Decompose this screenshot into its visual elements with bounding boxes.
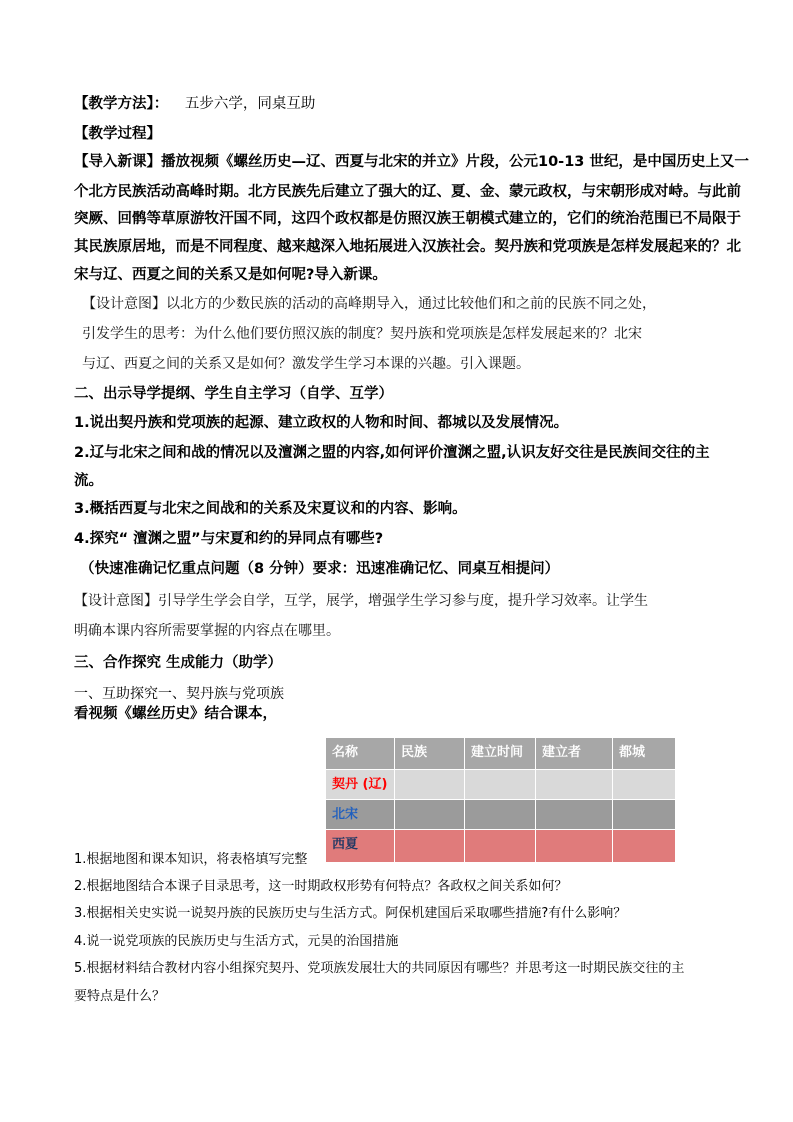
design-intent-line: 与辽、西夏之间的关系又是如何？激发学生学习本课的兴趣。引入课题。 bbox=[82, 356, 530, 372]
table-cell bbox=[536, 800, 613, 830]
section-2-item: 2.辽与北宋之间和战的情况以及澶渊之盟的内容,如何评价澶渊之盟,认识友好交往是民族间交往的主 bbox=[74, 445, 710, 461]
intro-line: 【导入新课】播放视频《螺丝历史—辽、西夏与北宋的并立》片段，公元10-13 世纪，是中国历史上又一 bbox=[74, 154, 749, 170]
design-intent-line: 引发学生的思考：为什么他们要仿照汉族的制度？契丹族和党项族是怎样发展起来的？北宋 bbox=[82, 326, 642, 342]
intro-line: 宋与辽、西夏之间的关系又是如何呢?导入新课。 bbox=[74, 267, 387, 283]
regime-table bbox=[325, 737, 676, 863]
section-2-item: 4.探究“ 澶渊之盟”与宋夏和约的异同点有哪些? bbox=[74, 531, 384, 547]
table-cell bbox=[536, 770, 613, 800]
section-2-title: 二、出示导学提纲、学生自主学习（自学、互学） bbox=[74, 386, 393, 402]
video-instruction: 看视频《螺丝历史》结合课本， bbox=[74, 706, 277, 722]
table-cell bbox=[465, 800, 536, 830]
teaching-method-value: 五步六学，同桌互助 bbox=[184, 96, 316, 112]
section-3-subtitle: 一、互助探究一、契丹族与党项族 bbox=[74, 686, 284, 702]
table-cell bbox=[395, 770, 465, 800]
question-item: 要特点是什么？ bbox=[74, 989, 166, 1004]
section-2-item: 1.说出契丹族和党项族的起源、建立政权的人物和时间、都城以及发展情况。 bbox=[74, 415, 569, 431]
teaching-method-line bbox=[74, 97, 315, 112]
teaching-method-label: 【教学方法】 bbox=[74, 96, 154, 112]
table-cell bbox=[465, 830, 536, 863]
table-cell bbox=[613, 830, 676, 863]
table-cell bbox=[613, 770, 676, 800]
table-header-cell: 建立者 bbox=[536, 738, 613, 770]
table-header-cell: 建立时间 bbox=[465, 738, 536, 770]
table-row-name: 北宋 bbox=[326, 800, 395, 830]
intro-line: 其民族原居地，而是不同程度、越来越深入地拓展进入汉族社会。契丹族和党项族是怎样发展起来的？北 bbox=[74, 239, 741, 255]
question-item: 1.根据地图和课本知识，将表格填写完整 bbox=[74, 852, 308, 867]
table-cell bbox=[395, 800, 465, 830]
section-2-note: （快速准确记忆重点问题（8 分钟）要求：迅速准确记忆、同桌互相提问） bbox=[80, 561, 560, 577]
section-2-item: 3.概括西夏与北宋之间战和的关系及宋夏议和的内容、影响。 bbox=[74, 501, 467, 517]
table-header-cell: 都城 bbox=[613, 738, 676, 770]
table-cell bbox=[465, 770, 536, 800]
table-row bbox=[326, 830, 676, 863]
teaching-process-title: 【教学过程】 bbox=[74, 126, 161, 142]
table-header-row bbox=[326, 738, 676, 770]
table-cell bbox=[536, 830, 613, 863]
table-cell bbox=[395, 830, 465, 863]
design-intent-line: 【设计意图】引导学生学会自学，互学，展学，增强学生学习参与度，提升学习效率。让学生 bbox=[74, 593, 648, 609]
table-header-cell: 民族 bbox=[395, 738, 465, 770]
table-header-cell: 名称 bbox=[326, 738, 395, 770]
table-row bbox=[326, 800, 676, 830]
question-item: 5.根据材料结合教材内容小组探究契丹、党项族发展壮大的共同原因有哪些？并思考这一时期民族交往的主 bbox=[74, 961, 685, 976]
table-row-name: 西夏 bbox=[326, 830, 395, 863]
table-cell bbox=[613, 800, 676, 830]
intro-line: 突厥、回鹘等草原游牧汗国不同，这四个政权都是仿照汉族王朝模式建立的，它们的统治范围已不局限于 bbox=[74, 211, 741, 227]
intro-line: 个北方民族活动高峰时期。北方民族先后建立了强大的辽、夏、金、蒙元政权，与宋朝形成对峙。与此前 bbox=[74, 184, 741, 200]
table-row-name: 契丹 (辽) bbox=[326, 770, 395, 800]
question-item: 2.根据地图结合本课子目录思考，这一时期政权形势有何特点？各政权之间关系如何？ bbox=[74, 879, 568, 894]
table-row bbox=[326, 770, 676, 800]
question-item: 3.根据相关史实说一说契丹族的民族历史与生活方式。阿保机建国后采取哪些措施?有什么影响？ bbox=[74, 906, 627, 921]
teaching-method-sep: ： bbox=[153, 96, 169, 112]
design-intent-line: 明确本课内容所需要掌握的内容点在哪里。 bbox=[74, 623, 340, 639]
section-3-title: 三、合作探究 生成能力（助学） bbox=[74, 655, 283, 671]
question-item: 4.说一说党项族的民族历史与生活方式，元昊的治国措施 bbox=[74, 934, 399, 949]
design-intent-line: 【设计意图】以北方的少数民族的活动的高峰期导入，通过比较他们和之前的民族不同之处， bbox=[82, 296, 656, 312]
section-2-item: 流。 bbox=[74, 473, 103, 489]
